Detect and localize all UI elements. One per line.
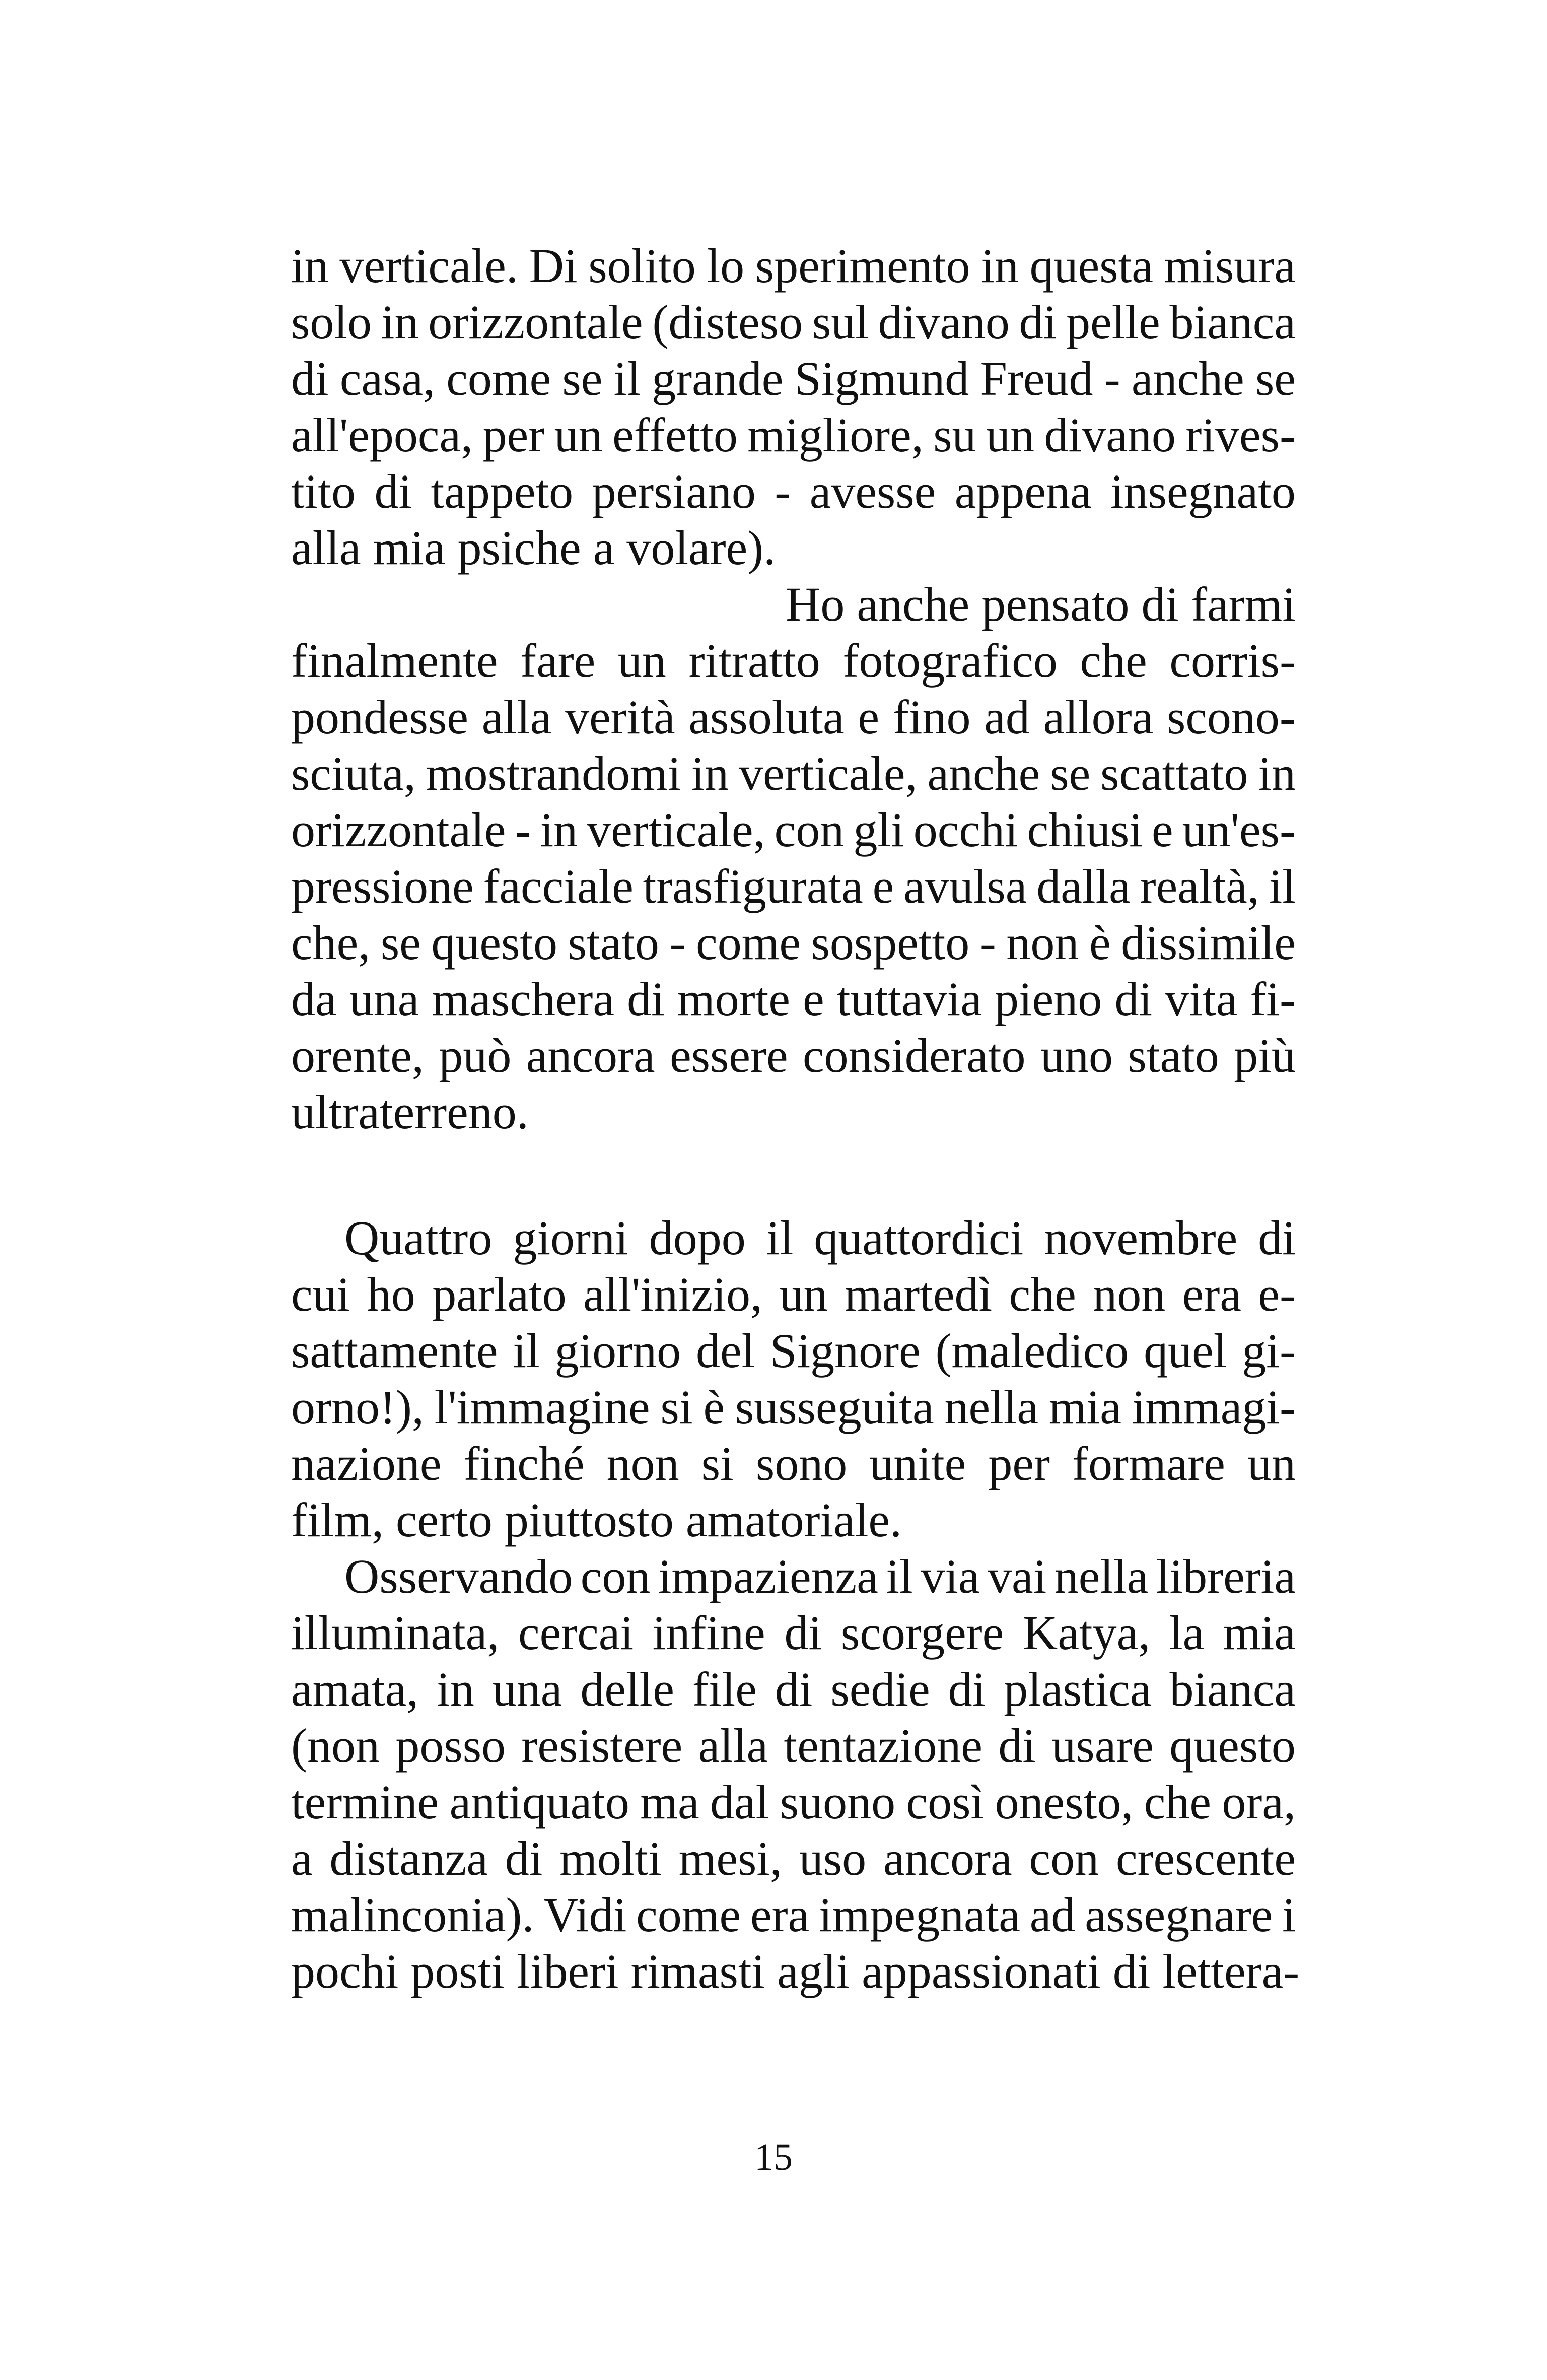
text-line: cui ho parlato all'inizio, un martedì che non era e- <box>291 1267 1296 1321</box>
paragraph <box>291 238 1296 576</box>
text-line: sciuta, mostrandomi in verticale, anche se scattato in <box>291 746 1296 800</box>
text-line: pressione facciale trasfigurata e avulsa dalla realtà, il <box>291 859 1296 913</box>
text-line: all'epoca, per un effetto migliore, su un divano rives- <box>291 408 1296 462</box>
text-line: Osservando con impazienza il via vai nella libreria <box>344 1549 1296 1603</box>
text-line: sattamente il giorno del Signore (maledico quel gi- <box>291 1324 1296 1378</box>
paragraph <box>291 576 1296 1140</box>
text-line: che, se questo stato - come sospetto - non è dissimile <box>291 916 1296 970</box>
text-line: malinconia). Vidi come era impegnata ad assegnare i <box>291 1888 1296 1942</box>
text-line: (non posso resistere alla tentazione di usare questo <box>291 1719 1296 1773</box>
text-line: termine antiquato ma dal suono così onesto, che ora, <box>291 1775 1296 1829</box>
text-line: illuminata, cercai infine di scorgere Katya, la mia <box>291 1606 1296 1660</box>
text-line: orizzontale - in verticale, con gli occhi chiusi e un'es- <box>291 803 1296 857</box>
text-line: orente, può ancora essere considerato uno stato più <box>291 1029 1296 1082</box>
text-line: di casa, come se il grande Sigmund Freud - anche se <box>291 352 1296 405</box>
text-line: pochi posti liberi rimasti agli appassionati di lettera- <box>291 1944 1300 1998</box>
text-line: solo in orizzontale (disteso sul divano di pelle bianca <box>291 295 1296 349</box>
paragraph-gap <box>291 1140 1296 1210</box>
text-line: in verticale. Di solito lo sperimento in questa misura <box>291 239 1296 293</box>
text-line: tito di tappeto persiano - avesse appena insegnato <box>291 464 1296 518</box>
text-line: da una maschera di morte e tuttavia pieno di vita fi- <box>291 972 1296 1026</box>
text-line: amata, in una delle file di sedie di plastica bianca <box>291 1662 1296 1716</box>
text-line: a distanza di molti mesi, uso ancora con crescente <box>291 1831 1296 1885</box>
text-line: Ho anche pensato di farmi <box>786 577 1296 631</box>
page-number: 15 <box>754 2136 793 2179</box>
text-line: film, certo piuttosto amatoriale. <box>291 1493 902 1547</box>
text-line: pondesse alla verità assoluta e fino ad allora scono- <box>291 690 1296 744</box>
text-line: ultraterreno. <box>291 1085 529 1139</box>
paragraph <box>291 1210 1296 1548</box>
text-line: finalmente fare un ritratto fotografico che corris- <box>291 634 1296 688</box>
text-line: alla mia psiche a volare). <box>291 521 776 575</box>
text-line: Quattro giorni dopo il quattordici novembre di <box>344 1211 1296 1265</box>
page-body <box>291 238 1300 2000</box>
text-line: nazione finché non si sono unite per formare un <box>291 1437 1296 1490</box>
paragraph <box>291 1548 1300 2000</box>
text-line: orno!), l'immagine si è susseguita nella mia immagi- <box>291 1380 1296 1434</box>
